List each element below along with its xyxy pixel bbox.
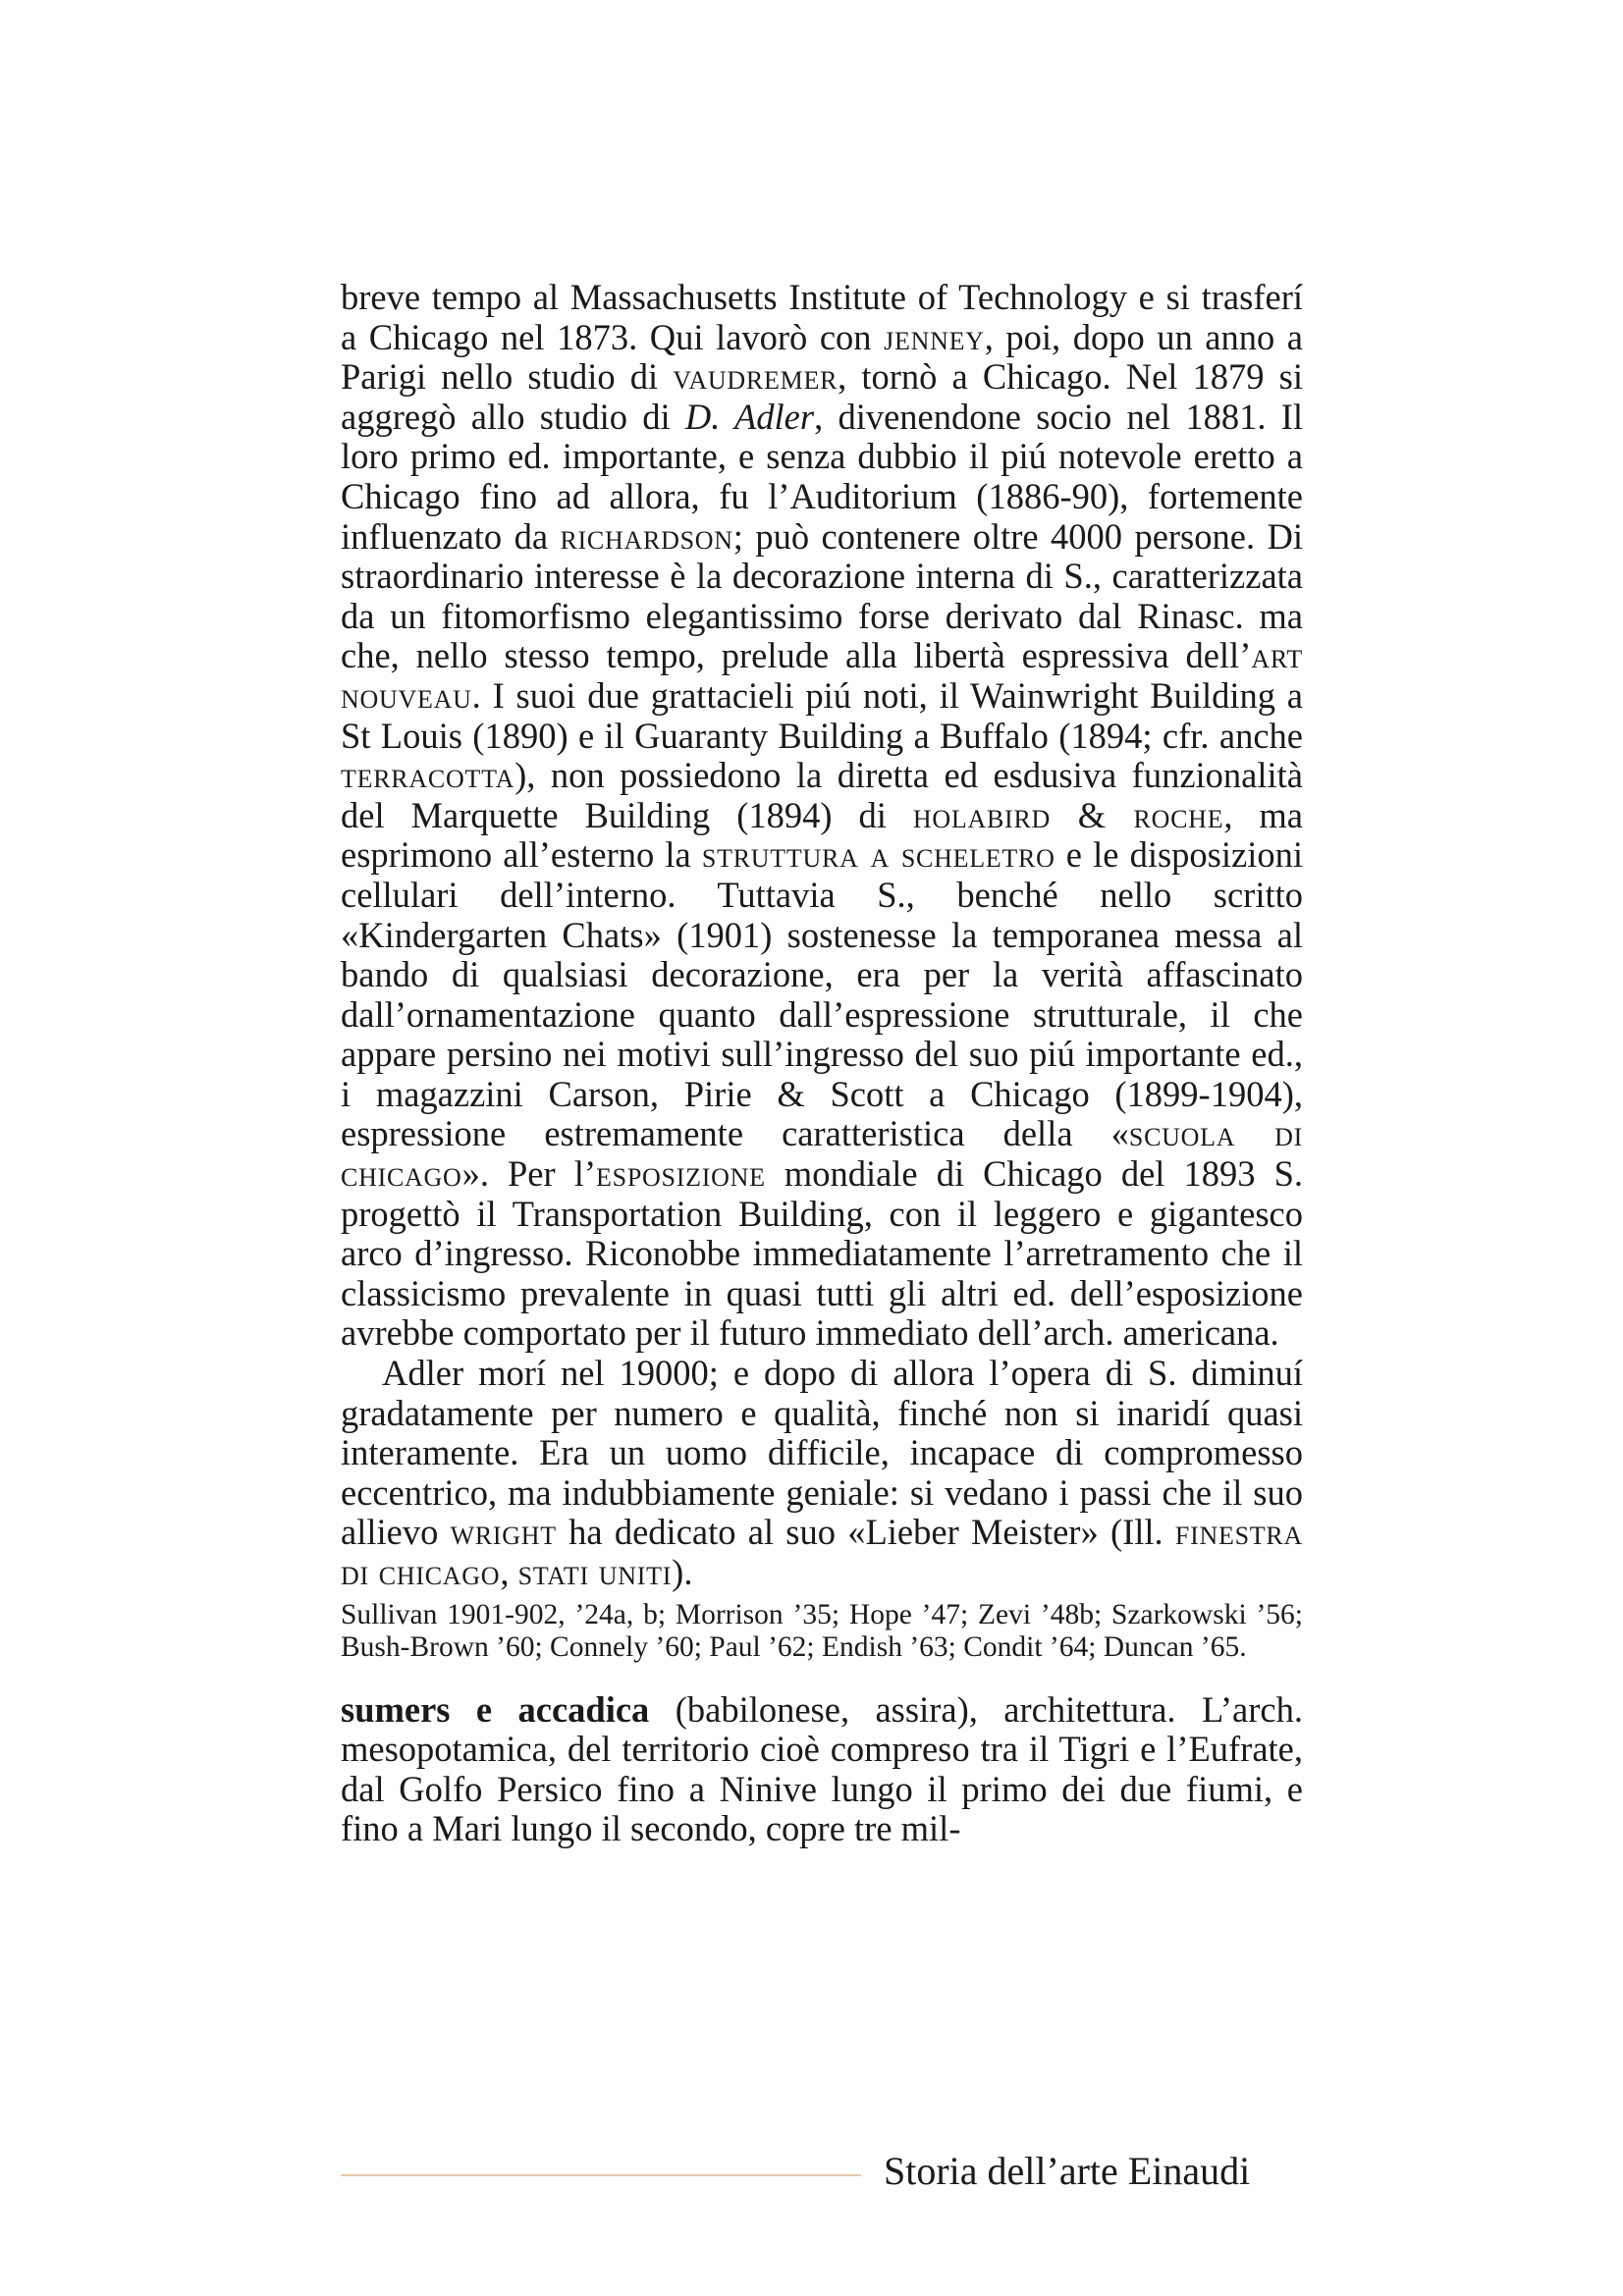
body-paragraph-2: [341, 1354, 1303, 1593]
footer-rule: [341, 2174, 861, 2176]
entry-headword: sumers e accadica: [341, 1688, 650, 1730]
text-run: ; può contenere oltre 4000 persone. Di straordinario interesse è la decorazione interna di S., caratterizzata da un fitomorfismo elegantissimo forse derivato dal Rinasc. ma che, nello stesso tempo, prelude alla libertà espressiva dell’: [341, 515, 1303, 676]
cross-reference-struttura-a-scheletro: struttura a scheletro: [701, 834, 1055, 876]
text-run: , tornò a Chicago. Nel 1879 si aggregò allo studio di: [341, 356, 1303, 437]
cross-reference-vaudremer: vaudremer: [673, 356, 839, 398]
cross-reference-esposizione: esposizione: [596, 1153, 766, 1195]
text-column: [341, 278, 1303, 1849]
footer-title: Storia dell’arte Einaudi: [884, 2149, 1251, 2193]
cross-reference-holabird-roche: holabird & roche: [912, 794, 1224, 835]
text-run: Adler morí nel 19000; e dopo di allora l’opera di S. diminuí gradatamente per numero e qualità, finché non si inaridí quasi interamente. Era un uomo difficile, incapace di compromesso eccentrico, ma indubbiamente geniale: si vedano i passi che il suo allievo: [341, 1353, 1303, 1553]
bibliography: Sullivan 1901-902, ’24a, b; Morrison ’35; Hope ’47; Zevi ’48b; Szarkowski ’56; Bush-Brown ’60; Connely ’60; Paul ’62; Endish ’63; Condit ’64; Duncan ’65.: [341, 1598, 1303, 1664]
cross-reference-wright: wright: [450, 1512, 557, 1553]
text-run: mondiale di Chicago del 1893 S. progettò il Transportation Building, con il leggero e gigantesco arco d’ingresso. Riconobbe immediatamente l’arretramento che il classicismo prevalente in quasi tutti gli altri ed. dell’esposizione avrebbe comportato per il futuro immediato dell’arch. americana.: [341, 1153, 1303, 1354]
cross-reference-richardson: richardson: [560, 515, 733, 557]
text-run: , poi, dopo un anno a Parigi nello studio di: [341, 316, 1303, 398]
cross-reference-scuola-di-chicago: scuola di chicago: [341, 1113, 1303, 1195]
text-run: e le disposizioni cellulari dell’interno. Tuttavia S., benché nello scritto «Kindergarten Chats» (1901) sostenesse la temporanea messa al bando di qualsiasi decorazione, era per la verità affascinato dall’ornamentazione quanto dall’espressione strutturale, il che appare persino nei motivi sull’ingresso del suo piú importante ed., i magazzini Carson, Pirie & Scott a Chicago (1899-1904), espressione estremamente caratteristica della «: [341, 834, 1303, 1154]
text-run: ,: [500, 1552, 518, 1592]
text-run: breve tempo al Massachusetts Institute of Technology e si trasferí a Chicago nel 1873. Qui lavorò con: [341, 277, 1303, 357]
body-paragraph-1: [341, 278, 1303, 1354]
cross-reference-terracotta: terracotta: [341, 755, 515, 796]
cross-reference-jenney: jenney: [884, 316, 985, 357]
entry-text: (babilonese, assira), architettura. L’arch. mesopotamica, del territorio cioè compreso tra il Tigri e l’Eufrate, dal Golfo Persico fino a Ninive lungo il primo dei due fiumi, e fino a Mari lungo il secondo, copre tre mil-: [341, 1688, 1303, 1849]
text-run: . I suoi due grattacieli piú noti, il Wainwright Building a St Louis (1890) e il Guaranty Building a Buffalo (1894; cfr. anche: [341, 674, 1303, 756]
text-run: , ma esprimono all’esterno la: [341, 794, 1303, 876]
cross-reference-art-nouveau: art nouveau: [341, 635, 1303, 716]
dictionary-entry: [341, 1690, 1303, 1849]
text-run: ». Per l’: [461, 1153, 597, 1195]
person-name-adler: D. Adler: [684, 396, 815, 437]
text-run: ha dedicato al suo «Lieber Meister» (Ill.: [556, 1512, 1175, 1553]
cross-reference-finestra-di-chicago: finestra di chicago: [341, 1512, 1303, 1592]
text-run: ), non possiedono la diretta ed esdusiva funzionalità del Marquette Building (1894) di: [341, 755, 1303, 835]
text-run: ).: [672, 1552, 693, 1592]
text-run: , divenendone socio nel 1881. Il loro primo ed. importante, e senza dubbio il piú notevole eretto a Chicago fino ad allora, fu l’Auditorium (1886-90), fortemente influenzato da: [341, 396, 1303, 557]
cross-reference-stati-uniti: stati uniti: [517, 1552, 673, 1592]
